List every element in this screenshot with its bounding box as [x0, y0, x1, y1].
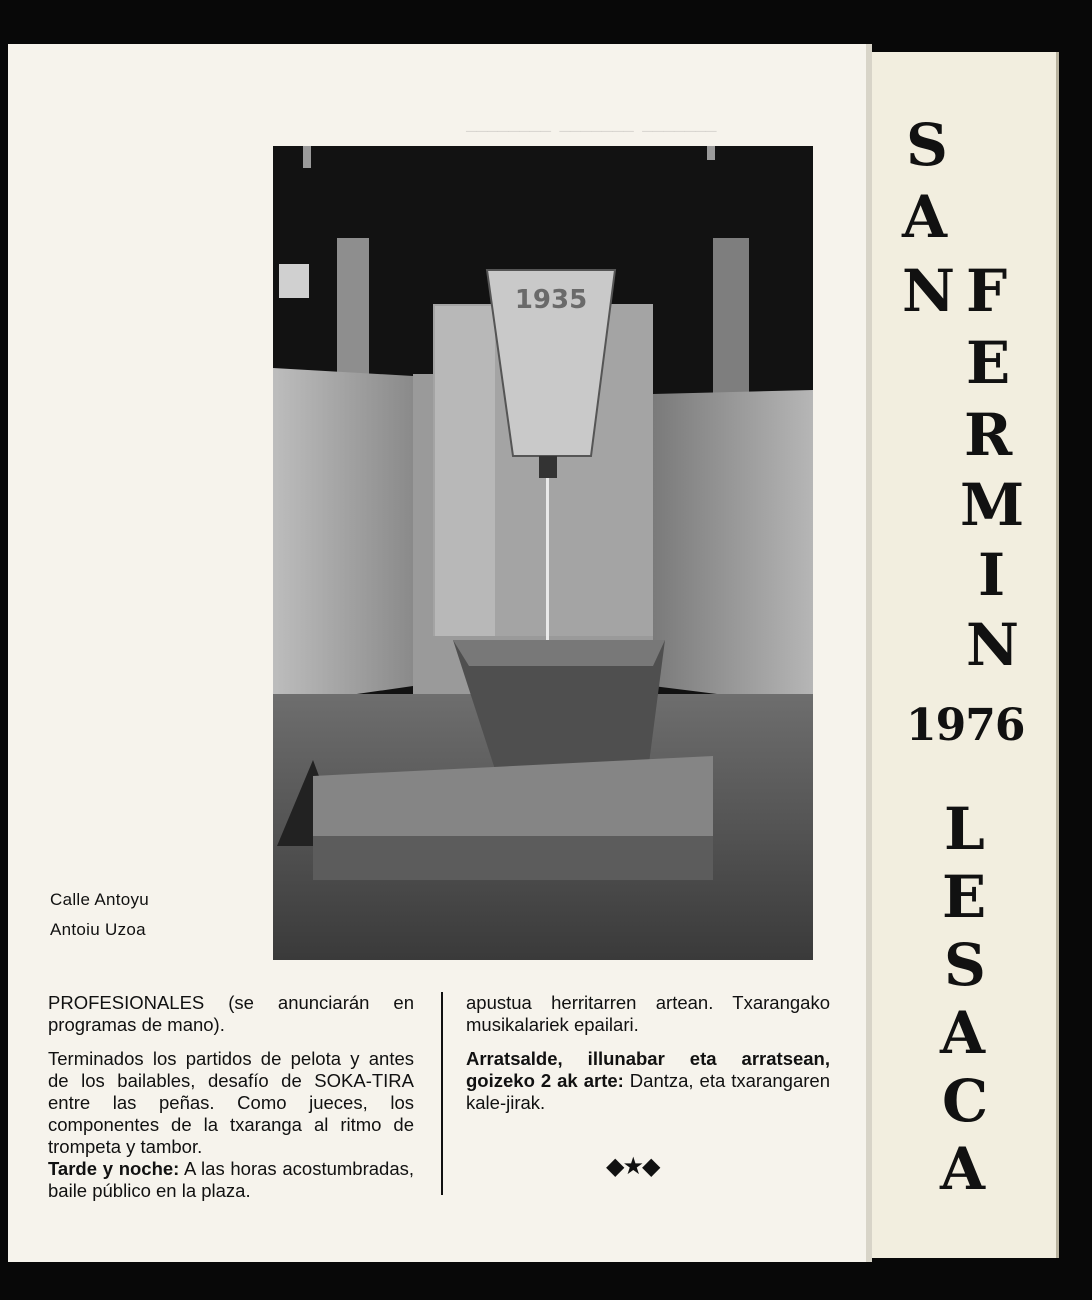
wall-right	[653, 390, 813, 706]
post-top-right	[707, 146, 715, 160]
post-left	[337, 238, 369, 378]
profesionales-paragraph: PROFESIONALES (se anunciarán en programas de mano).	[48, 992, 414, 1035]
fountain-illustration	[273, 146, 813, 960]
cover-letter-r: R	[964, 401, 1013, 469]
photo-caption-basque: Antoiu Uzoa	[50, 920, 146, 939]
window	[279, 264, 309, 298]
right-column	[466, 992, 830, 1126]
fountain-year: 1935	[514, 285, 588, 315]
column-divider	[441, 992, 443, 1195]
water-stream	[546, 478, 549, 643]
spout	[539, 456, 557, 478]
cover-letter-l: L	[944, 795, 985, 863]
arratsalde-text: Dantza, eta txarangaren kale-jirak.	[466, 1070, 830, 1113]
arratsalde-label: Arratsalde, illunabar eta arratsean, goizeko 2 ak arte:	[466, 1048, 830, 1091]
step-lower	[313, 836, 713, 880]
cover-letter-i: I	[978, 541, 1006, 609]
arratsalde-paragraph	[466, 1048, 830, 1114]
cover-year: 1976	[906, 700, 1025, 751]
post-right	[713, 238, 749, 398]
cover-edge	[1056, 52, 1059, 1258]
cover-letter-s: S	[906, 111, 948, 179]
cover-letter-n: N	[902, 257, 956, 325]
cover-letter-s2: S	[944, 931, 986, 999]
cover-letter-m: M	[960, 471, 1025, 539]
cover-letter-c: C	[942, 1067, 989, 1135]
tarde-noche-label: Tarde y noche:	[48, 1158, 180, 1179]
photo-caption-spanish: Calle Antoyu	[50, 890, 150, 909]
cover-letter-a2: A	[940, 999, 986, 1067]
cover-letter-a: A	[902, 183, 948, 251]
tarde-noche-paragraph	[48, 1158, 414, 1202]
fountain-light-face	[435, 306, 495, 636]
cover-letter-e2: E	[942, 863, 987, 931]
apustua-paragraph: apustua herritarren artean. Txarangako musikalariek epailari.	[466, 992, 830, 1035]
wall-left	[273, 368, 413, 706]
soka-tira-paragraph: Terminados los partidos de pelota y antes de los bailables, desafío de SOKA-TIRA entre las peñas. Como jueces, los componentes de la txaranga al ritmo de trompeta y tambor.	[48, 1048, 414, 1157]
post-top	[303, 146, 311, 168]
cover-letter-n2: N	[966, 611, 1020, 679]
ornament: ◆★◆	[606, 1153, 659, 1180]
cover-letter-e: E	[966, 329, 1011, 397]
cover-letter-f: F	[966, 257, 1008, 325]
left-column	[48, 992, 414, 1214]
cover-letter-a3: A	[940, 1135, 986, 1203]
fountain-photo	[273, 146, 813, 960]
tarde-noche-text: A las horas acostumbradas, baile público en la plaza.	[48, 1158, 414, 1201]
basin-rim	[453, 640, 665, 666]
